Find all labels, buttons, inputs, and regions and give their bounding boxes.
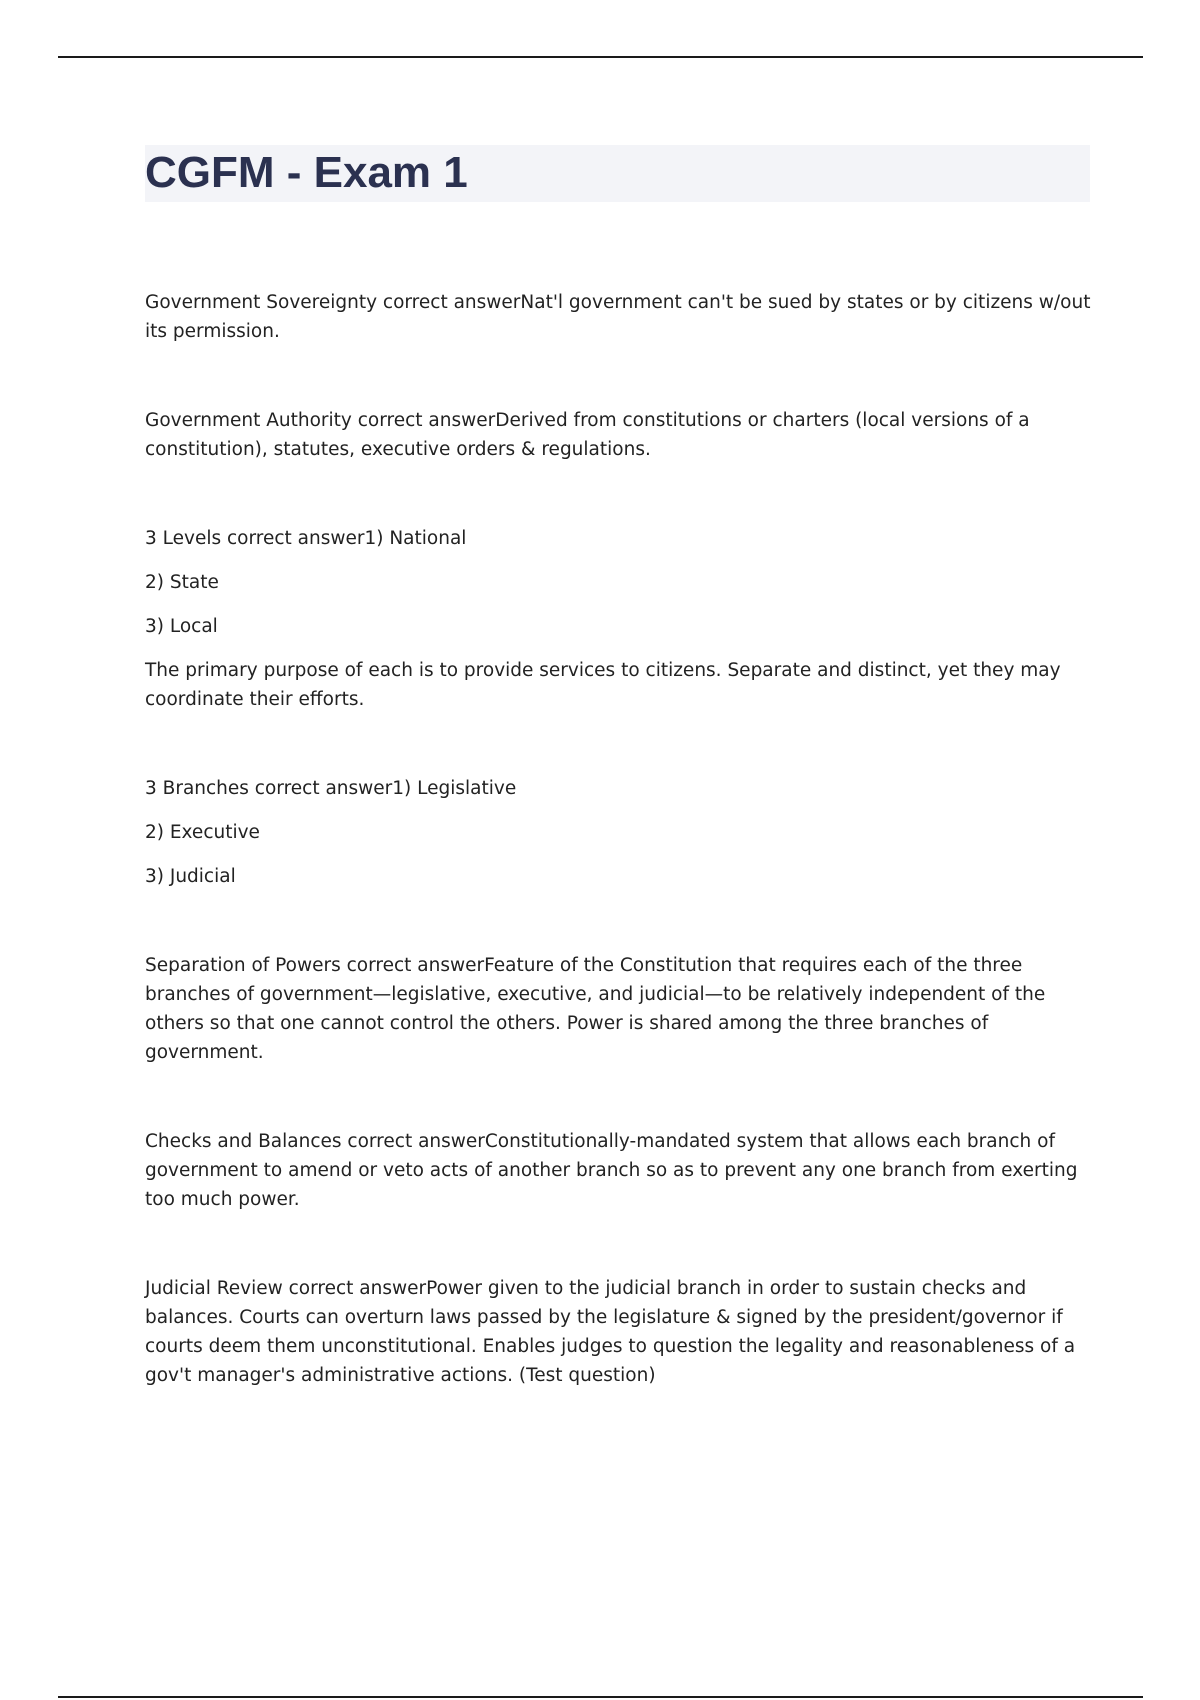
qa-entry-government-sovereignty xyxy=(145,288,1095,346)
entry-paragraph: Judicial Review correct answerPower given to the judicial branch in order to sustain checks and balances. Courts can overturn laws passed by the legislature & signed by the president/governor if courts deem them unconstitutional. Enables judges to question the legality and reasonableness of a gov't manager's administrative actions. (Test question) xyxy=(145,1278,1076,1386)
entry-paragraph: 3) Judicial xyxy=(145,866,236,887)
qa-entry-government-authority xyxy=(145,406,1095,464)
entry-paragraph: 3 Levels correct answer1) National xyxy=(145,528,467,549)
document-body xyxy=(145,288,1095,1450)
bottom-divider xyxy=(58,1696,1143,1698)
entry-paragraph: Checks and Balances correct answerConstitutionally-mandated system that allows each branch of government to amend or veto acts of another branch so as to prevent any one branch from exerting too much power. xyxy=(145,1131,1078,1210)
entry-paragraph: 3) Local xyxy=(145,616,218,637)
top-divider xyxy=(58,56,1143,58)
qa-entry-3-branches xyxy=(145,774,1095,891)
entry-paragraph: Government Sovereignty correct answerNat'l government can't be sued by states or by citizens w/out its permission. xyxy=(145,292,1091,342)
entry-paragraph: 3 Branches correct answer1) Legislative xyxy=(145,778,517,799)
qa-entry-3-levels xyxy=(145,524,1095,714)
qa-entry-separation-of-powers xyxy=(145,951,1095,1067)
entry-paragraph: The primary purpose of each is to provide services to citizens. Separate and distinct, yet they may coordinate their efforts. xyxy=(145,660,1061,710)
qa-entry-judicial-review xyxy=(145,1274,1095,1390)
entry-paragraph: 2) Executive xyxy=(145,822,260,843)
entry-paragraph: Separation of Powers correct answerFeature of the Constitution that requires each of the three branches of government—legislative, executive, and judicial—to be relatively independent of the others so that one cannot control the others. Power is shared among the three branches of government. xyxy=(145,955,1046,1063)
page-title: CGFM - Exam 1 xyxy=(145,148,468,197)
qa-entry-checks-and-balances xyxy=(145,1127,1095,1214)
entry-paragraph: Government Authority correct answerDerived from constitutions or charters (local versions of a constitution), statutes, executive orders & regulations. xyxy=(145,410,1030,460)
entry-paragraph: 2) State xyxy=(145,572,219,593)
